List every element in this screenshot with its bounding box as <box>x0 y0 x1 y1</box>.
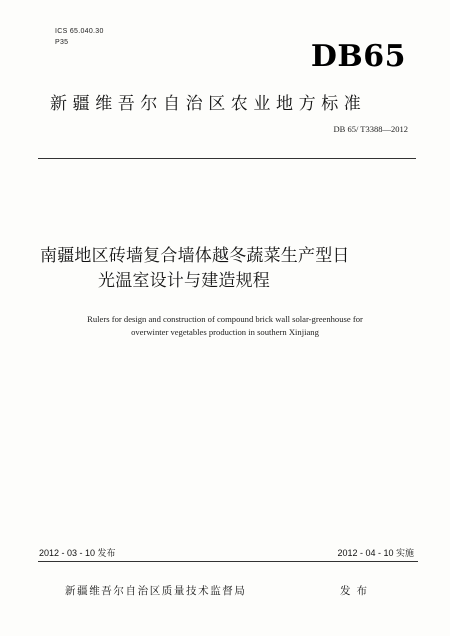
issue-date: 2012 - 03 - 10 发布 <box>39 548 116 558</box>
publish-label: 发布 <box>340 585 373 597</box>
implementation-date: 2012 - 04 - 10 实施 <box>337 548 414 558</box>
chinese-title <box>40 244 410 294</box>
standard-logo: DB65 <box>310 39 406 74</box>
standard-number: DB 65/ T3388—2012 <box>333 124 408 134</box>
standard-type-title: 新疆维吾尔自治区农业地方标准 <box>50 94 367 114</box>
ics-code: ICS 65.040.30 <box>55 28 104 35</box>
top-divider <box>38 158 416 159</box>
category-code: P35 <box>55 39 69 46</box>
classification-codes <box>55 26 104 48</box>
english-title-line-1: Rulers for design and construction of compound brick wall solar-greenhouse for <box>87 314 363 324</box>
chinese-title-line-2: 光温室设计与建造规程 <box>98 271 270 291</box>
english-title-line-2: overwinter vegetables production in southern Xinjiang <box>131 327 319 337</box>
english-title <box>40 313 410 339</box>
bottom-divider <box>38 561 418 562</box>
publisher-name: 新疆维吾尔自治区质量技术监督局 <box>65 585 247 597</box>
chinese-title-line-1: 南疆地区砖墙复合墙体越冬蔬菜生产型日 <box>40 246 350 266</box>
